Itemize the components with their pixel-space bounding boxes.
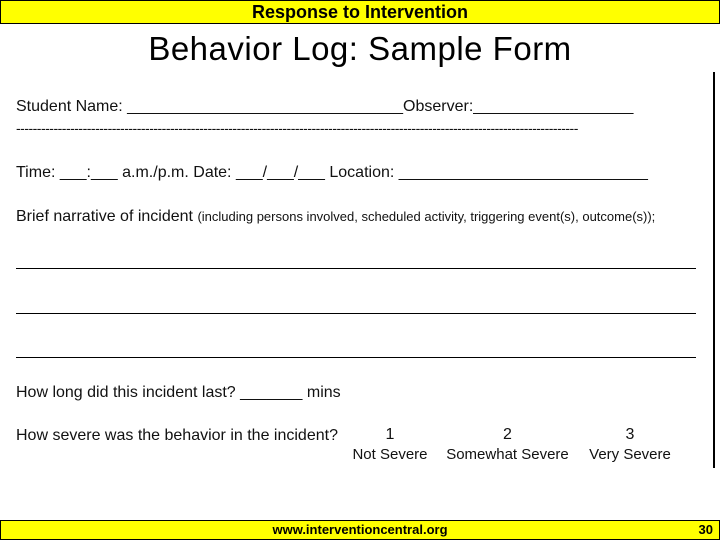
narrative-line-1 [16,268,696,269]
narrative-detail: (including persons involved, scheduled activity, triggering event(s), outcome(s)); [197,209,656,224]
student-observer-line: Student Name: _______________________________Observer:__________________ [16,98,634,115]
severity-label: Not Severe [352,446,428,463]
footer-url[interactable]: www.interventioncentral.org [272,522,448,537]
narrative-line-2 [16,313,696,314]
page-number: 30 [698,522,713,537]
dashed-separator: --------------------------------------------------------------------------------------------------------------------------------------- [16,120,578,136]
severity-label: Somewhat Severe [446,446,569,463]
header-banner [0,0,720,24]
duration-line: How long did this incident last? _______ mins [16,384,341,401]
severity-number: 3 [625,426,635,443]
severity-option-3 [580,426,680,463]
slide-title: Behavior Log: Sample Form [148,30,572,67]
header-title: Response to Intervention [251,1,469,22]
behavior-log-form [0,72,715,468]
narrative-label: Brief narrative of incident [16,208,193,225]
severity-label: Very Severe [589,446,671,463]
narrative-prompt [16,208,655,226]
severity-number: 2 [503,426,512,443]
severity-option-2 [440,426,575,463]
severity-number: 1 [385,426,395,443]
narrative-line-3 [16,357,696,358]
severity-option-1 [345,426,435,463]
time-date-location-line: Time: ___:___ a.m./p.m. Date: ___/___/___ Location: ____________________________ [16,164,648,181]
severity-question: How severe was the behavior in the incident? [16,427,338,444]
footer-banner [0,520,720,540]
